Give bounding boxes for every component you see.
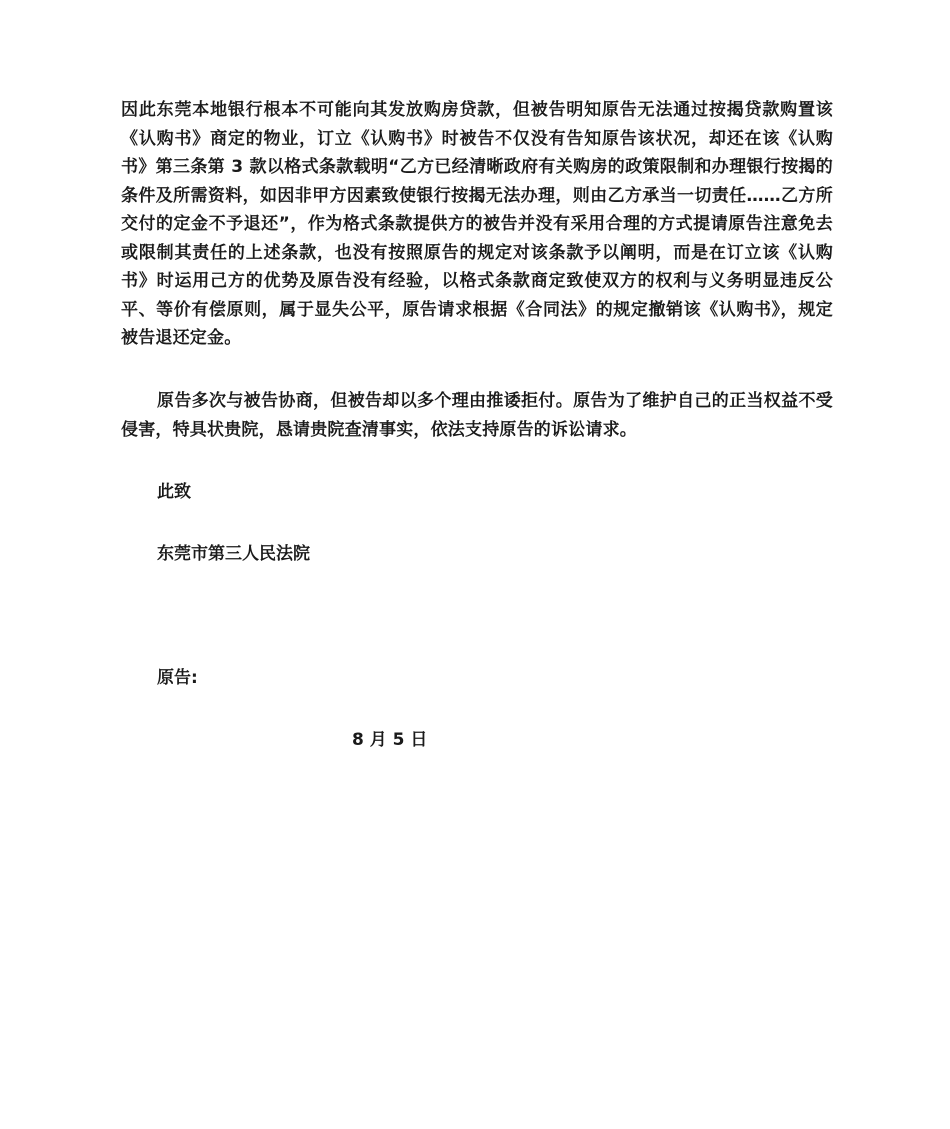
plaintiff-signature-label: 原告:: [157, 668, 198, 688]
document-date: 8 月 5 日: [352, 730, 428, 750]
body-paragraph-1: 因此东莞本地银行根本不可能向其发放购房贷款，但被告明知原告无法通过按揭贷款购置该《认购书》商定的物业，订立《认购书》时被告不仅没有告知原告该状况，却还在该《认购书》第三条第 3 款以格式条款载明“乙方已经清晰政府有关购房的政策限制和办理银行按揭的条件及所需资料，如因非甲方因素致使银行按揭无法办理，则由乙方承当一切责任……乙方所交付的定金不予退还”，作为格式条款提供方的被告并没有采用合理的方式提请原告注意免去或限制其责任的上述条款，也没有按照原告的规定对该条款予以阐明，而是在订立该《认购书》时运用己方的优势及原告没有经验，以格式条款商定致使双方的权利与义务明显违反公平、等价有偿原则，属于显失公平，原告请求根据《合同法》的规定撤销该《认购书》，规定被告退还定金。: [121, 100, 833, 348]
body-paragraph-2: 原告多次与被告协商，但被告却以多个理由推诿拒付。原告为了维护自己的正当权益不受侵害，特具状贵院，恳请贵院查清事实，依法支持原告的诉讼请求。: [121, 391, 833, 440]
court-name: 东莞市第三人民法院: [157, 544, 310, 564]
salutation: 此致: [157, 482, 191, 502]
